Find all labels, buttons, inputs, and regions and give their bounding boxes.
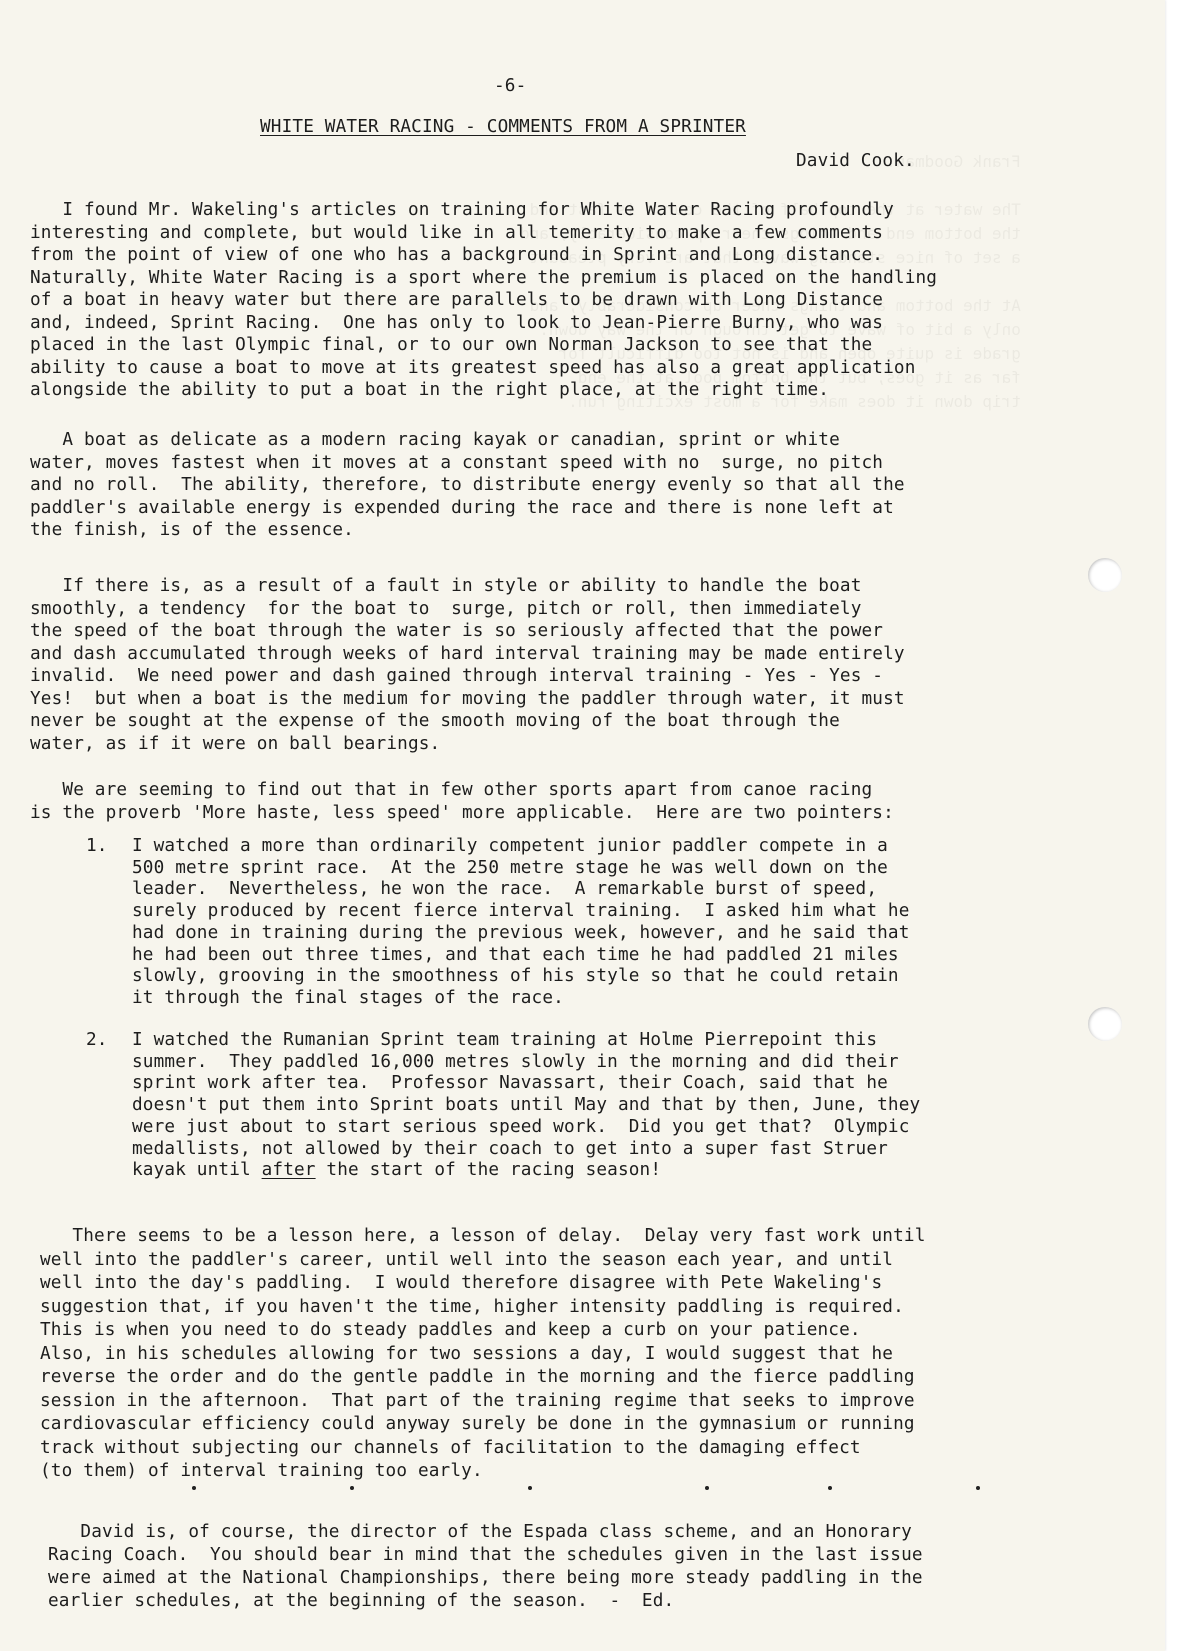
pointer-number: 2.: [86, 1030, 108, 1050]
paragraph-line: invalid. We need power and dash gained through interval training - Yes - Yes -: [30, 666, 884, 686]
paragraph-line: Yes! but when a boat is the medium for moving the paddler through water, it must: [30, 688, 905, 709]
paragraph-line: interesting and complete, but would like in all temerity to make a few comments: [30, 222, 884, 243]
pointer-line: 500 metre sprint race. At the 250 metre stage he was well down on the: [132, 857, 888, 878]
conclusion-line: reverse the order and do the gentle paddle in the morning and the fierce paddling: [40, 1367, 915, 1387]
pointer-line: doesn't put them into Sprint boats until May and that by then, June, they: [132, 1095, 921, 1116]
pointer-line: had done in training during the previous week, however, and he said that: [132, 922, 910, 943]
paragraph-line: water, as if it were on ball bearings.: [30, 733, 441, 754]
pointer-line: were just about to start serious speed work. Did you get that? Olympic: [132, 1116, 910, 1137]
editor-note-line: David is, of course, the director of the Espada class scheme, and an Honorary: [48, 1522, 912, 1542]
conclusion-line: session in the afternoon. That part of the training regime that seeks to improve: [40, 1390, 915, 1411]
pointer-line: it through the final stages of the race.: [132, 987, 564, 1008]
conclusion-line: well into the paddler's career, until well into the season each year, and until: [40, 1249, 894, 1270]
paragraph-line: the speed of the boat through the water is so seriously affected that the power: [30, 621, 884, 641]
separator-dots: [160, 1486, 1000, 1496]
paragraph-line: and, indeed, Sprint Racing. One has only to look to Jean-Pierre Burny, who was: [30, 312, 884, 333]
paragraph-line: water, moves fastest when it moves at a constant speed with no surge, no pitch: [30, 452, 884, 473]
paragraph-line: smoothly, a tendency for the boat to surge, pitch or roll, then immediately: [30, 598, 862, 619]
pointer-line: slowly, grooving in the smoothness of his style so that he could retain: [132, 966, 899, 987]
conclusion-line: This is when you need to do steady paddles and keep a curb on your patience.: [40, 1320, 861, 1340]
paragraph-line: I found Mr. Wakeling's articles on training for White Water Racing profoundly: [30, 200, 894, 220]
separator-dot: [976, 1486, 980, 1490]
pointer-line: I watched the Rumanian Sprint team training at Holme Pierrepoint this: [132, 1030, 878, 1050]
pointer-line: I watched a more than ordinarily competent junior paddler compete in a: [132, 836, 888, 856]
separator-dot: [350, 1486, 354, 1490]
paragraph-line: If there is, as a result of a fault in style or ability to handle the boat: [30, 576, 862, 596]
pointer-line: he had been out three times, and that each time he had paddled 21 miles: [132, 944, 899, 965]
punch-hole-top: [1088, 558, 1122, 592]
paragraph-line: A boat as delicate as a modern racing kayak or canadian, sprint or white: [30, 430, 840, 450]
paragraph-line: ability to cause a boat to move at its greatest speed has also a great application: [30, 357, 916, 378]
line-segment: kayak until: [132, 1160, 262, 1181]
conclusion-line: There seems to be a lesson here, a lesson of delay. Delay very fast work until: [40, 1226, 926, 1246]
paragraph-line: alongside the ability to put a boat in the right place, at the right time.: [30, 380, 830, 400]
paragraph-line: Naturally, White Water Racing is a sport where the premium is placed on the handling: [30, 267, 938, 288]
conclusion-line: suggestion that, if you haven't the time, higher intensity paddling is required.: [40, 1296, 904, 1317]
paragraph-line: the finish, is of the essence.: [30, 520, 354, 540]
pointer-line: summer. They paddled 16,000 metres slowly in the morning and did their: [132, 1051, 899, 1072]
paragraph-line: of a boat in heavy water but there are parallels to be drawn with Long Distance: [30, 290, 884, 310]
punch-hole-bottom: [1088, 1007, 1122, 1041]
article-author: David Cook.: [796, 151, 915, 171]
paragraph-line: is the proverb 'More haste, less speed' more applicable. Here are two pointers:: [30, 802, 894, 823]
pointer-number: 1.: [86, 836, 108, 856]
separator-dot: [828, 1486, 832, 1490]
editor-note-line: were aimed at the National Championships, there being more steady paddling in the: [48, 1568, 923, 1588]
pointer-line: sprint work after tea. Professor Navassart, their Coach, said that he: [132, 1073, 888, 1094]
paragraph-line: never be sought at the expense of the smooth moving of the boat through the: [30, 711, 840, 731]
pointer-line: [132, 1158, 661, 1182]
editor-note-line: earlier schedules, at the beginning of the season. - Ed.: [48, 1591, 675, 1611]
pointer-line: surely produced by recent fierce interval training. I asked him what he: [132, 901, 910, 922]
paragraph-line: paddler's available energy is expended during the race and there is none left at: [30, 497, 894, 518]
conclusion-line: well into the day's paddling. I would therefore disagree with Pete Wakeling's: [40, 1273, 883, 1293]
editor-note-line: Racing Coach. You should bear in mind that the schedules given in the last issue: [48, 1545, 923, 1565]
conclusion-line: cardiovascular efficiency could anyway surely be done in the gymnasium or running: [40, 1414, 915, 1434]
paragraph-line: We are seeming to find out that in few other sports apart from canoe racing: [30, 780, 873, 800]
paragraph-line: placed in the last Olympic final, or to our own Norman Jackson to see that the: [30, 335, 873, 355]
underlined-word: after: [261, 1160, 316, 1181]
separator-dot: [705, 1486, 709, 1490]
line-segment: the start of the racing season!: [315, 1160, 662, 1181]
page-number: -6-: [494, 76, 527, 96]
paragraph-line: and dash accumulated through weeks of hard interval training may be made entirely: [30, 643, 905, 664]
article-title: WHITE WATER RACING - COMMENTS FROM A SPRINTER: [260, 117, 746, 137]
paragraph-line: and no roll. The ability, therefore, to distribute energy evenly so that all the: [30, 475, 905, 495]
conclusion-line: (to them) of interval training too early.: [40, 1461, 483, 1481]
separator-dot: [528, 1486, 532, 1490]
separator-dot: [192, 1486, 196, 1490]
pointer-line: medallists, not allowed by their coach to get into a super fast Struer: [132, 1138, 888, 1159]
conclusion-line: Also, in his schedules allowing for two sessions a day, I would suggest that he: [40, 1343, 894, 1364]
pointer-line: leader. Nevertheless, he won the race. A remarkable burst of speed,: [132, 879, 878, 900]
paragraph-line: from the point of view of one who has a background in Sprint and Long distance.: [30, 245, 884, 265]
conclusion-line: track without subjecting our channels of facilitation to the damaging effect: [40, 1437, 861, 1458]
